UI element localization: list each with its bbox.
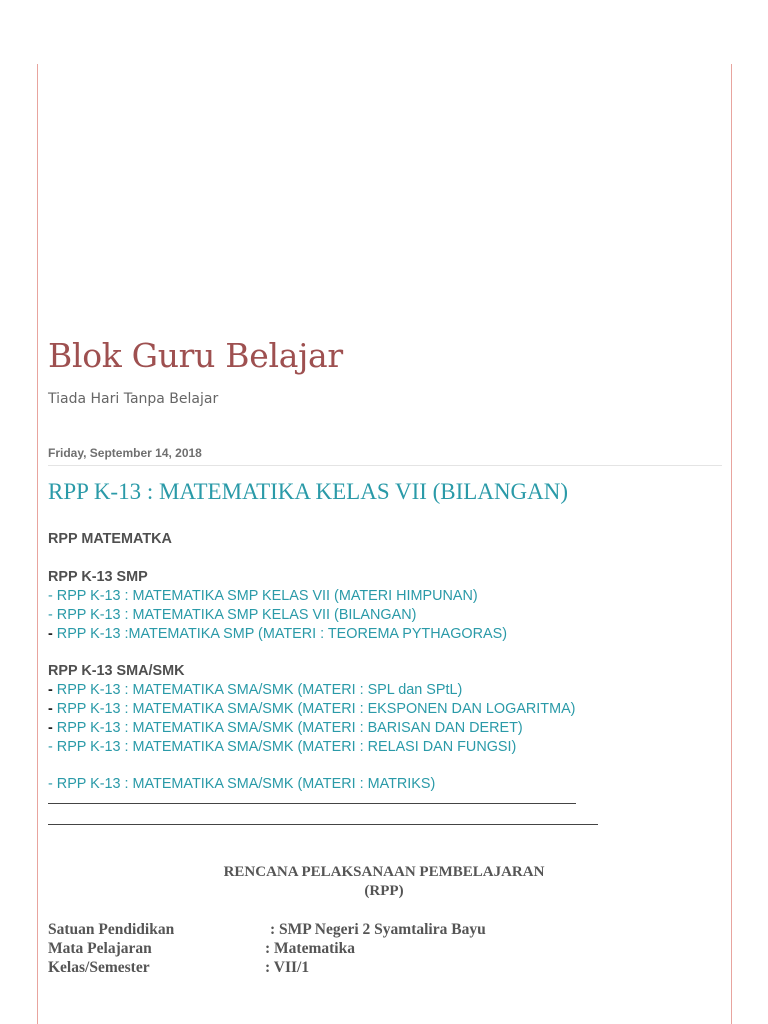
list-dash: -: [48, 588, 57, 604]
list-item: [48, 681, 718, 700]
blog-title[interactable]: Blok Guru Belajar: [48, 336, 343, 375]
post-date: Friday, September 14, 2018: [48, 446, 202, 460]
identity-row: [48, 939, 355, 958]
rpp-link-smp-himpunan[interactable]: RPP K-13 : MATEMATIKA SMP KELAS VII (MATERI HIMPUNAN): [56, 588, 478, 604]
rpp-link-sma-relasi[interactable]: RPP K-13 : MATEMATIKA SMA/SMK (MATERI : RELASI DAN FUNGSI): [56, 739, 517, 755]
identity-row: [48, 958, 310, 977]
separator-line: [48, 824, 598, 825]
rpp-link-sma-matriks[interactable]: RPP K-13 : MATEMATIKA SMA/SMK (MATERI : MATRIKS): [56, 776, 436, 792]
rpp-link-smp-bilangan[interactable]: RPP K-13 : MATEMATIKA SMP KELAS VII (BILANGAN): [56, 607, 417, 623]
sma-heading: RPP K-13 SMA/SMK: [48, 663, 185, 679]
list-item: [48, 587, 718, 606]
list-dash: -: [48, 776, 57, 792]
list-dash: -: [48, 682, 57, 698]
post-body: [48, 530, 718, 825]
blog-description: Tiada Hari Tanpa Belajar: [48, 391, 219, 407]
identity-row: [48, 920, 486, 939]
rpp-link-sma-barisan[interactable]: RPP K-13 : MATEMATIKA SMA/SMK (MATERI : BARISAN DAN DERET): [56, 720, 523, 736]
list-item: [48, 738, 718, 757]
identity-value: : SMP Negeri 2 Syamtalira Bayu: [270, 921, 486, 938]
identity-value: : VII/1: [265, 959, 310, 976]
smp-heading: RPP K-13 SMP: [48, 569, 148, 585]
rpp-title-line-2: (RPP): [364, 883, 404, 899]
list-item: [48, 775, 718, 794]
identity-label: Satuan Pendidikan: [48, 921, 175, 938]
list-dash: -: [48, 626, 57, 642]
list-item: [48, 625, 718, 644]
list-item: [48, 719, 718, 738]
list-item: [48, 606, 718, 625]
rpp-title-line-1: RENCANA PELAKSANAAN PEMBELAJARAN: [223, 864, 545, 880]
post-title[interactable]: RPP K-13 : MATEMATIKA KELAS VII (BILANGAN): [48, 479, 569, 504]
list-dash: -: [48, 720, 57, 736]
identity-label: Mata Pelajaran: [48, 940, 152, 957]
list-dash: -: [48, 739, 57, 755]
list-dash: -: [48, 607, 57, 623]
intro-heading: RPP MATEMATKA: [48, 531, 172, 547]
list-dash: -: [48, 701, 57, 717]
rpp-link-smp-pythagoras[interactable]: RPP K-13 :MATEMATIKA SMP (MATERI : TEOREMA PYTHAGORAS): [56, 626, 507, 642]
date-divider: [48, 465, 722, 466]
identity-value: : Matematika: [265, 940, 355, 957]
identity-label: Kelas/Semester: [48, 959, 150, 976]
rpp-link-sma-eksponen[interactable]: RPP K-13 : MATEMATIKA SMA/SMK (MATERI : EKSPONEN DAN LOGARITMA): [56, 701, 576, 717]
list-item: [48, 700, 718, 719]
separator-line: [48, 803, 576, 804]
rpp-link-sma-spl[interactable]: RPP K-13 : MATEMATIKA SMA/SMK (MATERI : SPL dan SPtL): [56, 682, 463, 698]
